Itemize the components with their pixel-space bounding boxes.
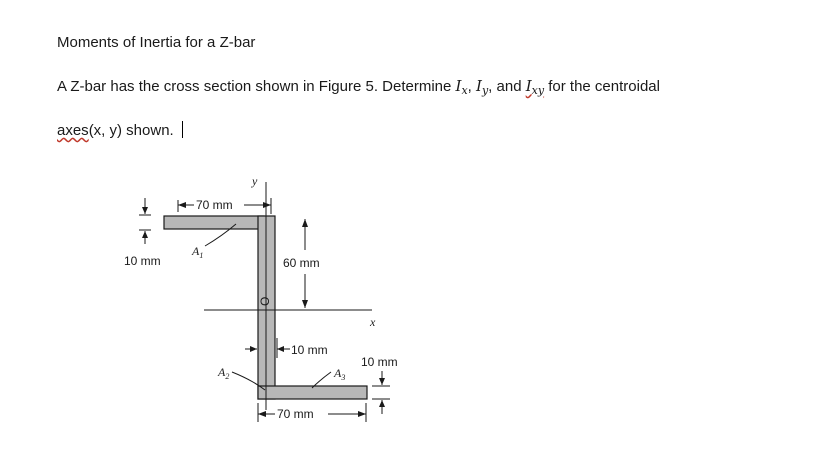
- area-a3-letter: A: [334, 366, 342, 380]
- ix-letter: I: [455, 77, 462, 95]
- bottom-width-label: 70 mm: [277, 407, 314, 421]
- separator-1: ,: [467, 78, 477, 95]
- problem-text-part-1: A Z-bar has the cross section shown in Figure 5. Determine: [57, 78, 456, 95]
- left-thk-arrow-bottom: [142, 231, 148, 238]
- problem-text-part-2: for the centroidal: [544, 78, 660, 95]
- area-a3-label: [333, 366, 345, 382]
- top-flange: [164, 216, 264, 229]
- y-axis-label: y: [252, 174, 258, 188]
- iy-letter: I: [476, 77, 482, 95]
- top-width-arrow-left: [178, 202, 186, 208]
- right-thk-arrow-top: [379, 378, 385, 385]
- bottom-width-arrow-right: [358, 411, 366, 417]
- origin-label: O: [258, 296, 272, 306]
- ixy-letter: I: [525, 77, 532, 95]
- area-a2-subscript: 2: [225, 372, 230, 381]
- separator-2: , and: [488, 78, 526, 95]
- area-a3-subscript: 3: [341, 373, 346, 382]
- half-height-arrow-top: [302, 219, 308, 227]
- top-width-label: 70 mm: [196, 198, 233, 212]
- document-heading: Moments of Inertia for a Z-bar: [57, 34, 256, 51]
- top-width-arrow-right: [263, 202, 271, 208]
- half-height-label: 60 mm: [283, 256, 320, 270]
- axes-word: axes: [57, 122, 89, 139]
- axes-rest-text: (x, y) shown.: [88, 122, 174, 139]
- web-thk-label: 10 mm: [291, 343, 328, 357]
- x-axis-label: x: [370, 315, 376, 329]
- bottom-width-arrow-left: [258, 411, 266, 417]
- area-a2-label: [217, 365, 229, 381]
- iy-subscript: y: [481, 84, 489, 97]
- area-a2-letter: A: [218, 365, 226, 379]
- right-thk-label: 10 mm: [361, 355, 398, 369]
- area-a1-letter: A: [192, 244, 200, 258]
- web-thk-arrow-left: [250, 346, 257, 352]
- ixy-subscript: xy: [531, 84, 545, 97]
- ix-subscript: x: [461, 84, 468, 97]
- half-height-arrow-bottom: [302, 300, 308, 308]
- left-thk-label: 10 mm: [124, 254, 161, 268]
- area-a1-subscript: 1: [199, 251, 204, 260]
- left-thk-arrow-top: [142, 207, 148, 214]
- right-thk-arrow-bottom: [379, 400, 385, 407]
- area-a1-label: [191, 244, 203, 260]
